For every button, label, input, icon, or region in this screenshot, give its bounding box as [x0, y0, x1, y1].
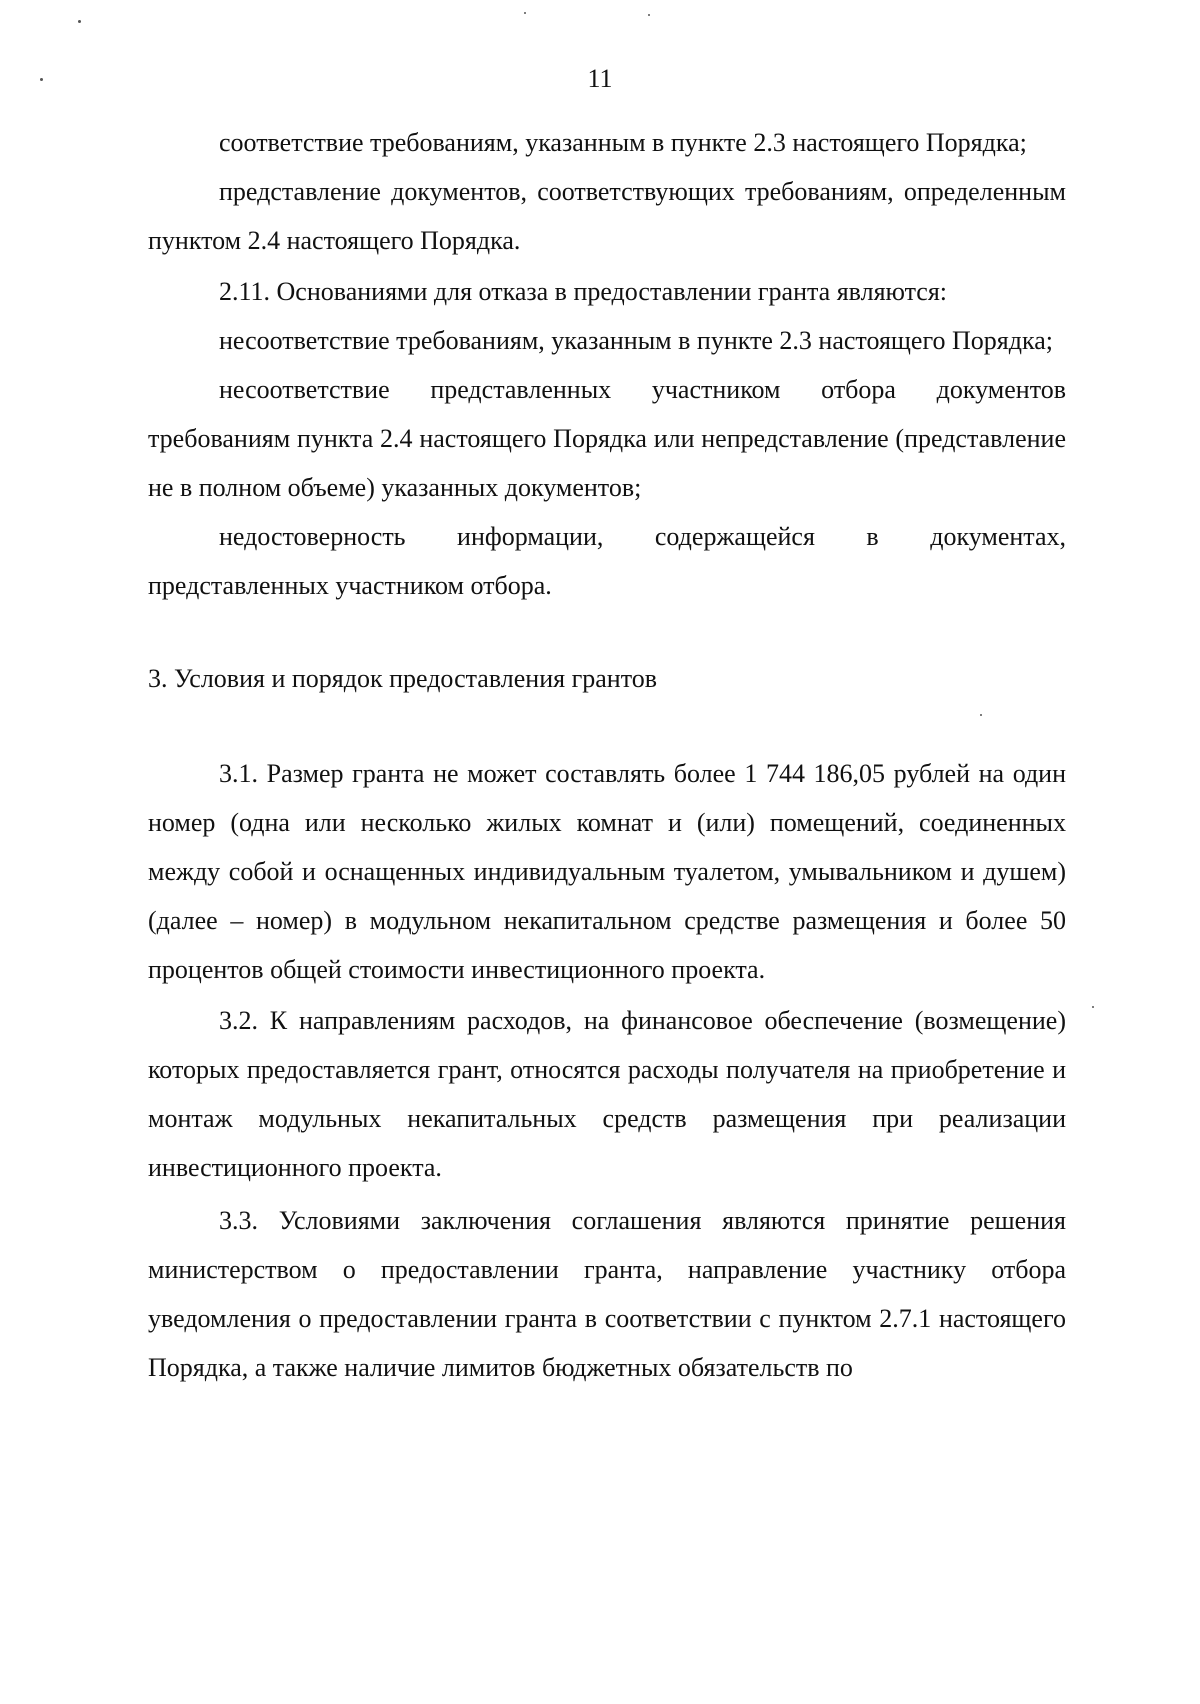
page-number: 11: [587, 64, 613, 93]
scan-speck: [40, 78, 43, 81]
scan-speck: [648, 14, 650, 16]
section-heading: 3. Условия и порядок предоставления грантов: [148, 664, 657, 693]
scan-speck: [78, 20, 81, 23]
scan-speck: [980, 714, 982, 716]
paragraph-3-2: 3.2. К направлениям расходов, на финансовое обеспечение (возмещение) которых предоставляется грант, относятся расходы получателя на приобретение и монтаж модульных некапитальных средств размещения при реализации инвестиционного проекта.: [148, 1006, 1066, 1182]
paragraph-information-unreliability: недостоверность информации, содержащейся в документах, представленных участником отбора.: [148, 522, 1066, 600]
paragraph-requirement-compliance: соответствие требованиям, указанным в пункте 2.3 настоящего Порядка;: [219, 128, 1027, 157]
paragraph-documents-noncompliance: несоответствие представленных участником отбора документов требованиям пункта 2.4 настоящего Порядка или непредставление (представление не в полном объеме) указанных документов;: [148, 375, 1066, 502]
paragraph-2-11: 2.11. Основаниями для отказа в предоставлении гранта являются:: [219, 277, 948, 306]
scan-speck: [524, 12, 526, 14]
paragraph-3-1: 3.1. Размер гранта не может составлять более 1 744 186,05 рублей на один номер (одна или несколько жилых комнат и (или) помещений, соединенных между собой и оснащенных индивидуальным туалетом, умывальником и душем) (далее – номер) в модульном некапитальном средстве размещения и более 50 процентов общей стоимости инвестиционного проекта.: [148, 759, 1066, 984]
paragraph-3-3: 3.3. Условиями заключения соглашения являются принятие решения министерством о предоставлении гранта, направление участнику отбора уведомления о предоставлении гранта в соответствии с пунктом 2.7.1 настоящего Порядка, а также наличие лимитов бюджетных обязательств по: [148, 1206, 1066, 1382]
paragraph-documents-submission: представление документов, соответствующих требованиям, определенным пунктом 2.4 настоящего Порядка.: [148, 177, 1066, 255]
paragraph-requirement-noncompliance: несоответствие требованиям, указанным в пункте 2.3 настоящего Порядка;: [219, 326, 1053, 355]
document-body: [148, 118, 1066, 1392]
scan-speck: [1092, 1006, 1094, 1008]
